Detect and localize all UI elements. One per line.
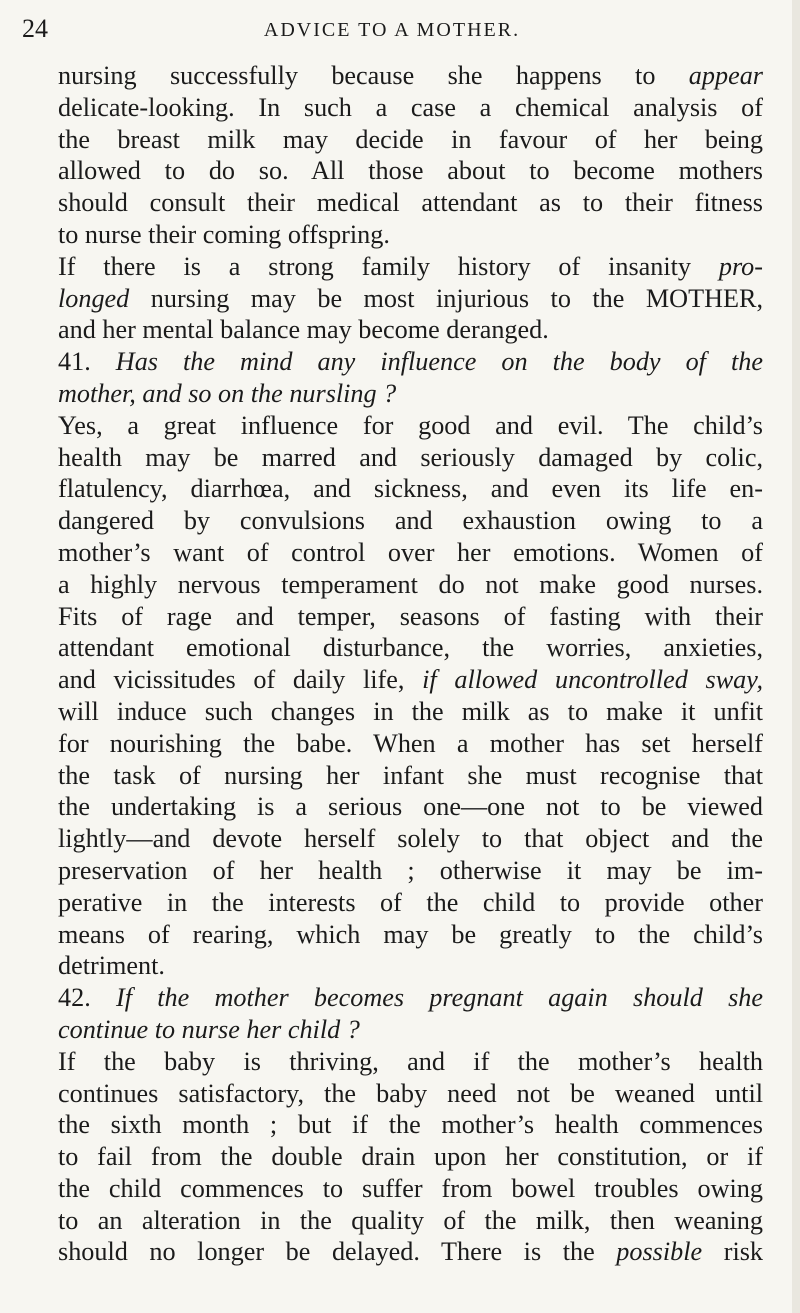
text-span: attendant emotional disturbance, the worries, anxieties, [58, 633, 763, 663]
text-span: detriment. [58, 951, 165, 981]
text-line [58, 155, 763, 187]
italic-text: if allowed uncontrolled sway, [422, 665, 763, 695]
text-span: the child commences to suffer from bowel troubles owing [58, 1173, 763, 1203]
text-span: If there is a strong family history of insanity [58, 251, 719, 281]
text-line [58, 410, 763, 442]
text-line [58, 314, 763, 346]
page-header [22, 14, 762, 44]
text-span: delicate-looking. In such a case a chemical analysis of [58, 92, 763, 122]
text-line [58, 696, 763, 728]
text-line [58, 537, 763, 569]
text-line [58, 1141, 763, 1173]
text-span: 42. [58, 983, 116, 1013]
text-line [58, 569, 763, 601]
text-span: nursing successfully because she happens to [58, 61, 689, 90]
running-head: ADVICE TO A MOTHER. [263, 19, 521, 41]
text-span: and vicissitudes of daily life, [58, 665, 423, 695]
text-span: 41. [58, 347, 116, 377]
text-line [58, 982, 763, 1014]
text-line [58, 442, 763, 474]
text-span: a highly nervous temperament do not make good nurses. [58, 569, 763, 599]
text-line [58, 1046, 763, 1078]
page-number: 24 [22, 14, 48, 43]
text-span: If the baby is thriving, and if the mother’s health [58, 1046, 763, 1076]
text-line [58, 855, 763, 887]
text-span: the task of nursing her infant she must recognise that [58, 760, 763, 790]
text-line [58, 1205, 763, 1237]
text-line [58, 187, 763, 219]
text-span: should no longer be delayed. There is the [58, 1237, 617, 1267]
text-span: flatulency, diarrhœa, and sickness, and even its life en- [58, 474, 763, 504]
text-span: to nurse their coming offspring. [58, 219, 390, 249]
text-line [58, 473, 763, 505]
text-span: health may be marred and seriously damaged by colic, [58, 442, 763, 472]
text-span: should consult their medical attendant as to their fitness [58, 188, 763, 218]
text-line [58, 1014, 763, 1046]
text-line [58, 1236, 763, 1268]
text-line [58, 283, 763, 315]
italic-text: continue to nurse her child ? [58, 1014, 360, 1044]
italic-text: pro- [718, 251, 763, 281]
italic-text: possible [616, 1237, 703, 1267]
text-line [58, 219, 763, 251]
text-line [58, 632, 763, 664]
text-span: mother’s want of control over her emotions. Women of [58, 537, 763, 567]
text-line [58, 1109, 763, 1141]
text-line [58, 1078, 763, 1110]
italic-text: If the mother becomes pregnant again should she [115, 983, 764, 1013]
text-span: means of rearing, which may be greatly to the child’s [58, 919, 763, 949]
text-span: continues satisfactory, the baby need not be weaned until [58, 1078, 763, 1108]
text-line [58, 124, 763, 156]
text-line [58, 950, 763, 982]
text-line [58, 505, 763, 537]
text-line [58, 760, 763, 792]
text-line [58, 887, 763, 919]
text-line [58, 919, 763, 951]
text-line [58, 601, 763, 633]
text-span: nursing may be most injurious to the MOTHER, [129, 283, 763, 313]
text-span: the undertaking is a serious one—one not to be viewed [58, 792, 763, 822]
italic-text: Has the mind any influence on the body of the [115, 347, 763, 377]
text-line [58, 92, 763, 124]
text-line [58, 378, 763, 410]
page-edge [792, 0, 800, 1313]
text-line [58, 664, 763, 696]
text-span: perative in the interests of the child to provide other [58, 887, 763, 917]
text-span: to fail from the double drain upon her constitution, or if [58, 1142, 763, 1172]
text-line [58, 823, 763, 855]
text-line [58, 60, 763, 92]
text-line [58, 346, 763, 378]
text-span: Yes, a great influence for good and evil. The child’s [58, 410, 763, 440]
italic-text: appear [688, 61, 763, 90]
text-line [58, 791, 763, 823]
body-text [58, 60, 763, 1268]
text-span: dangered by convulsions and exhaustion owing to a [58, 506, 763, 536]
text-span: allowed to do so. All those about to become mothers [58, 156, 763, 186]
text-line [58, 251, 763, 283]
text-span: risk [702, 1237, 763, 1267]
italic-text: longed [58, 283, 130, 313]
text-line [58, 728, 763, 760]
text-span: Fits of rage and temper, seasons of fasting with their [58, 601, 763, 631]
text-line [58, 1173, 763, 1205]
italic-text: mother, and so on the nursling ? [58, 378, 397, 408]
text-span: and her mental balance may become deranged. [58, 315, 549, 345]
text-span: the sixth month ; but if the mother’s health commences [58, 1110, 763, 1140]
text-span: will induce such changes in the milk as to make it unfit [58, 696, 763, 726]
text-span: for nourishing the babe. When a mother has set herself [58, 728, 763, 758]
text-span: preservation of her health ; otherwise it may be im- [58, 855, 763, 885]
text-span: the breast milk may decide in favour of her being [58, 124, 763, 154]
text-span: lightly—and devote herself solely to that object and the [58, 824, 763, 854]
text-span: to an alteration in the quality of the milk, then weaning [58, 1205, 763, 1235]
